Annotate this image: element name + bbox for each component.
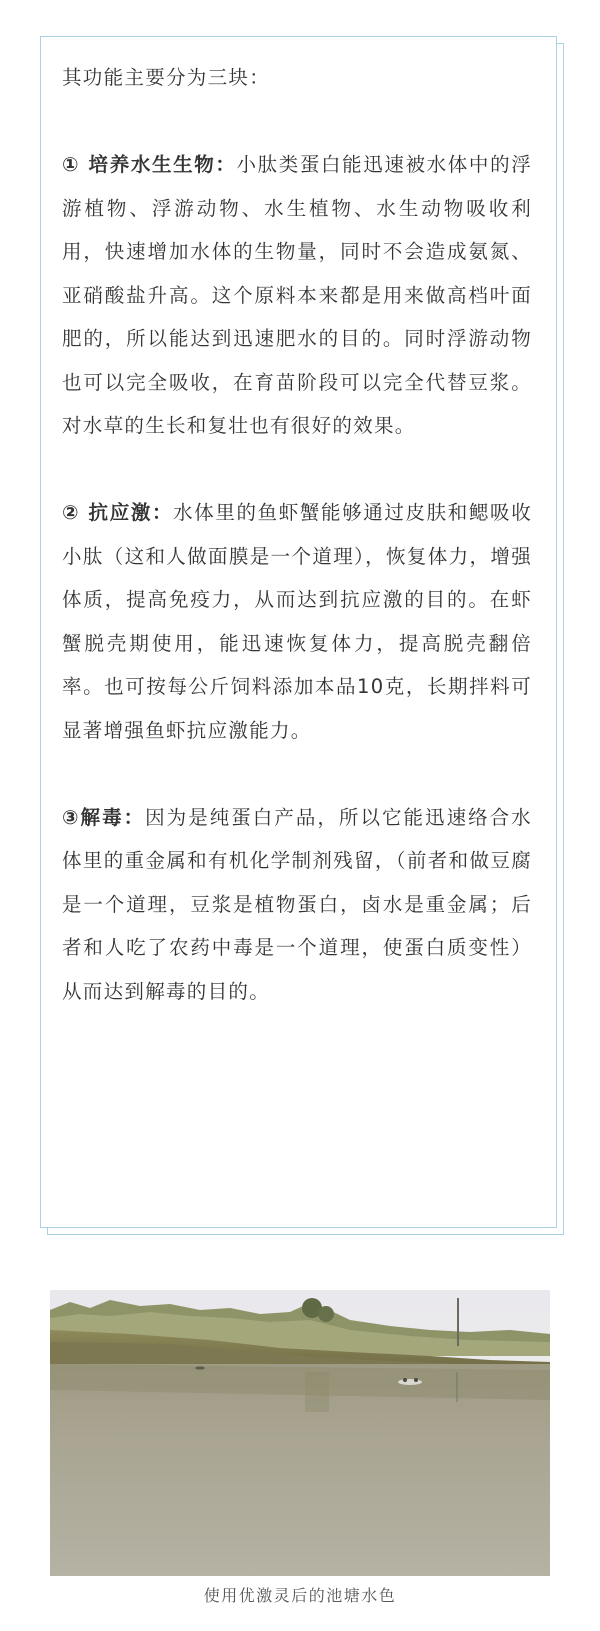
spacer <box>62 752 532 796</box>
section-detox <box>62 796 532 1014</box>
spacer <box>62 448 532 492</box>
section-anti-stress-body: 水体里的鱼虾蟹能够通过皮肤和鳃吸收小肽（这和人做面膜是一个道理），恢复体力，增强体质，提高免疫力，从而达到抗应激的目的。在虾蟹脱壳期使用，能迅速恢复体力，提高脱壳翻倍率。也可按每公斤饲料添加本品10克，长期拌料可显著增强鱼虾抗应激能力。 <box>62 501 532 742</box>
section-anti-stress-heading: ② 抗应激： <box>62 501 174 524</box>
photo-caption: 使用优激灵后的池塘水色 <box>203 1586 397 1605</box>
section-cultivate-heading: ① 培养水生生物： <box>62 153 237 176</box>
section-detox-heading: ③解毒： <box>62 805 146 829</box>
section-cultivate-body: 小肽类蛋白能迅速被水体中的浮游植物、浮游动物、水生植物、水生动物吸收利用，快速增加水体的生物量，同时不会造成氨氮、亚硝酸盐升高。这个原料本来都是用来做高档叶面肥的，所以能达到迅速肥水的目的。同时浮游动物也可以完全吸收，在育苗阶段可以完全代替豆浆。对水草的生长和复壮也有很好的效果。 <box>62 153 532 437</box>
intro-text: 其功能主要分为三块： <box>62 66 271 89</box>
spacer <box>62 100 532 144</box>
article-content <box>62 56 532 1013</box>
section-cultivate <box>62 143 532 448</box>
section-anti-stress <box>62 491 532 752</box>
pond-photo <box>50 1290 550 1576</box>
section-detox-body: 因为是纯蛋白产品，所以它能迅速络合水体里的重金属和有机化学制剂残留，（前者和做豆腐是一个道理，豆浆是植物蛋白，卤水是重金属；后者和人吃了农药中毒是一个道理，使蛋白质变性）从而达到解毒的目的。 <box>62 805 532 1003</box>
